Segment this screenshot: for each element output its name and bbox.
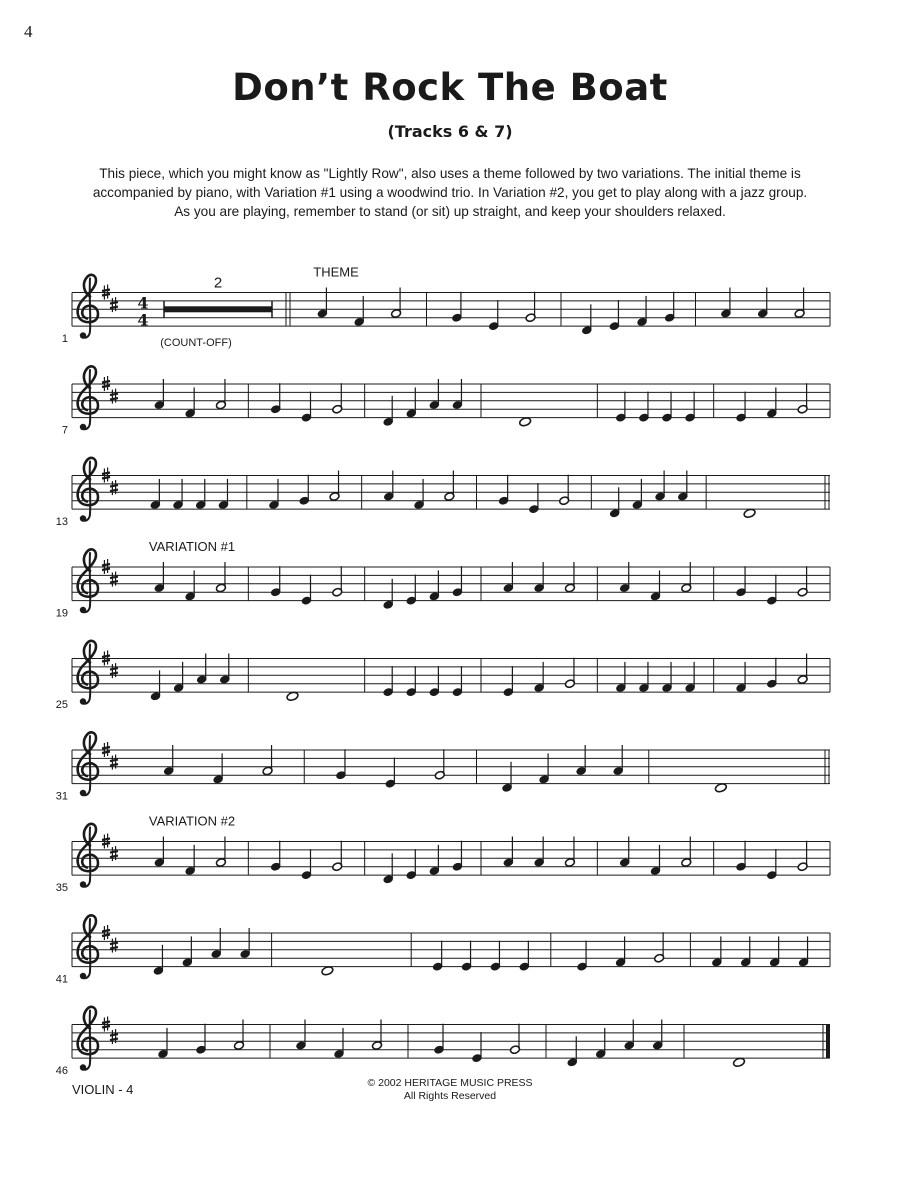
staff-system xyxy=(72,1007,830,1071)
page-subtitle: (Tracks 6 & 7) xyxy=(387,122,513,141)
staff-system xyxy=(72,641,830,705)
section-label: VARIATION #2 xyxy=(148,813,236,829)
count-off-label: (COUNT-OFF) xyxy=(160,337,232,350)
staff-system xyxy=(72,732,830,796)
sharp-icon xyxy=(110,1029,118,1044)
treble-clef-icon xyxy=(78,641,98,705)
final-barline-thick xyxy=(826,1025,830,1059)
staff-system xyxy=(72,824,830,888)
treble-clef-icon xyxy=(78,732,98,796)
measure-number: 7 xyxy=(61,424,68,437)
multi-rest-count: 2 xyxy=(213,274,223,292)
staff-system xyxy=(72,915,830,979)
measure-number: 46 xyxy=(55,1065,68,1078)
measure-number: 25 xyxy=(55,699,68,712)
section-label: THEME xyxy=(313,264,359,280)
treble-clef-icon xyxy=(78,275,98,339)
measure-number: 19 xyxy=(55,607,68,620)
treble-clef-icon xyxy=(78,824,98,888)
sharp-icon xyxy=(110,480,118,495)
page-number: 4 xyxy=(24,22,33,41)
measure-number: 31 xyxy=(55,790,68,803)
measure-number: 35 xyxy=(55,882,68,895)
treble-clef-icon xyxy=(78,366,98,430)
staff-system xyxy=(72,366,830,430)
staff-system xyxy=(72,275,830,339)
sharp-icon xyxy=(110,572,118,587)
sharp-icon xyxy=(110,938,118,953)
staff-system xyxy=(72,458,830,522)
footer-copyright-block xyxy=(0,1077,900,1103)
time-signature-top: 4 xyxy=(137,293,149,313)
section-label: VARIATION #1 xyxy=(148,539,236,554)
sharp-icon xyxy=(110,389,118,404)
measure-number: 41 xyxy=(55,973,68,986)
page-title: Don’t Rock The Boat xyxy=(232,66,668,109)
treble-clef-icon xyxy=(78,458,98,522)
sharp-icon xyxy=(110,663,118,678)
sharp-icon xyxy=(110,297,118,312)
treble-clef-icon xyxy=(78,915,98,979)
measure-number: 13 xyxy=(55,516,68,529)
footer-rights: All Rights Reserved xyxy=(403,1090,497,1102)
footer-instrument: VIOLIN - 4 xyxy=(72,1082,134,1097)
staff-system xyxy=(72,549,830,613)
footer-copyright: © 2002 HERITAGE MUSIC PRESS xyxy=(367,1077,533,1089)
time-signature-bottom: 4 xyxy=(137,310,149,330)
treble-clef-icon xyxy=(78,549,98,613)
multi-measure-rest xyxy=(164,306,272,312)
measure-number: 1 xyxy=(61,333,68,346)
sharp-icon xyxy=(110,755,118,770)
sharp-icon xyxy=(110,846,118,861)
treble-clef-icon xyxy=(78,1007,98,1071)
intro-paragraph: This piece, which you might know as "Lightly Row", also uses a theme followed by two variations. The initial theme is accompanied by piano, with Variation #1 using a woodwind trio. In Variation #2, you get to play along with a jazz group. As you are playing, remember to stand (or sit) up straight, and keep your shoulders relaxed. xyxy=(92,166,808,219)
